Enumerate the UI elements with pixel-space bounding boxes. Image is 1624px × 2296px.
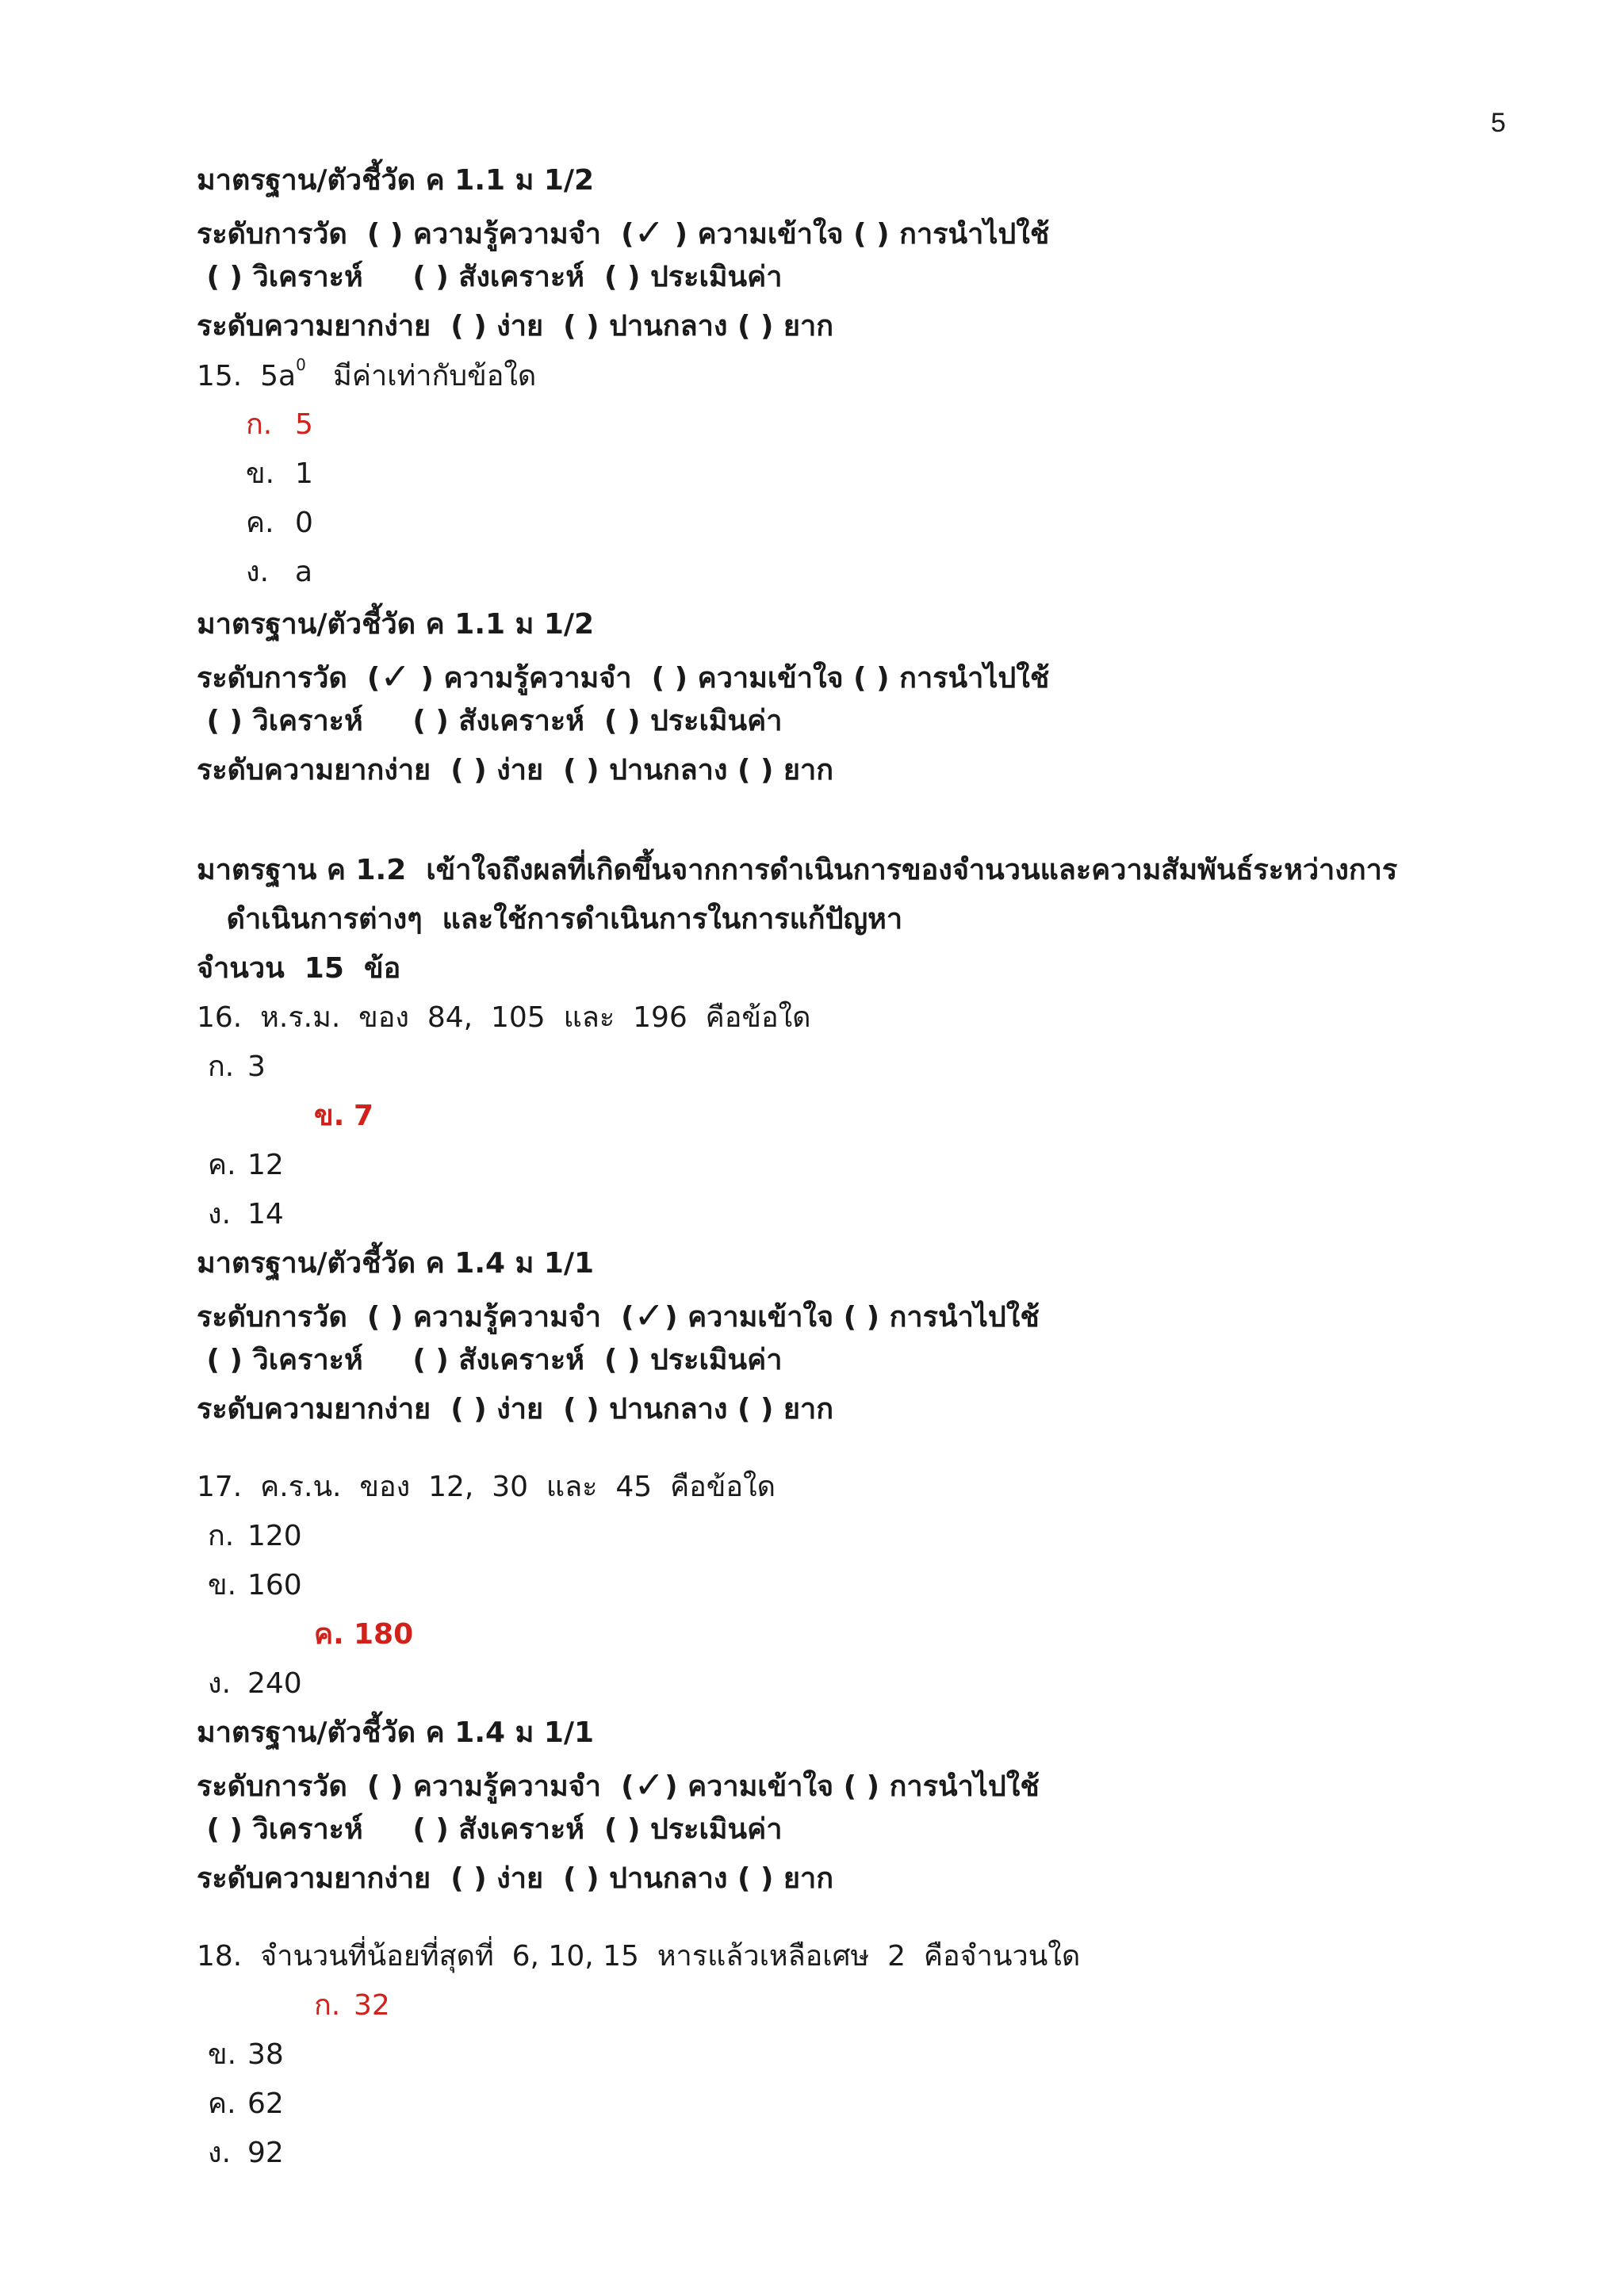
section-standard: มาตรฐาน ค 1.2 เข้าใจถึงผลที่เกิดขึ้นจากการดำเนินการของจำนวนและความสัมพันธ์ระหว่างการ — [197, 854, 1398, 886]
check-mark-icon: ✓ — [380, 655, 411, 698]
option-label: ง. — [246, 556, 270, 588]
answer-option — [208, 1050, 266, 1083]
answer-option — [208, 2139, 284, 2168]
option-label: ก. — [208, 1520, 235, 1552]
exponent: 0 — [296, 355, 306, 374]
question-18: 18. จำนวนที่น้อยที่สุดที่ 6, 10, 15 หารแล้วเหลือเศษ 2 คือจำนวนใด — [197, 1940, 1081, 1973]
option-value: 38 — [247, 2038, 284, 2071]
option-label: ข. — [246, 457, 275, 490]
measure-level-text: ระดับการวัด ( ) ความรู้ความจำ ( — [197, 1301, 634, 1334]
question-count: จำนวน 15 ข้อ — [197, 952, 401, 985]
option-value: 0 — [295, 507, 313, 539]
check-mark-icon: ✓ — [634, 1294, 665, 1337]
answer-option — [246, 558, 312, 587]
option-label: ง. — [208, 1198, 232, 1230]
option-label: ก. — [246, 408, 273, 441]
page-number: 5 — [1491, 108, 1506, 138]
option-label: ข. — [208, 2038, 237, 2071]
question-number: 15. 5a — [197, 360, 297, 392]
measure-level — [197, 211, 1050, 254]
question-17: 17. ค.ร.น. ของ 12, 30 และ 45 คือข้อใด — [197, 1471, 776, 1503]
check-mark-icon: ✓ — [634, 1763, 665, 1806]
option-value: 5 — [295, 408, 313, 441]
question-16: 16. ห.ร.ม. ของ 84, 105 และ 196 คือข้อใด — [197, 1001, 811, 1034]
answer-option-correct — [314, 1618, 414, 1651]
check-mark-icon: ✓ — [634, 211, 665, 254]
analysis-levels: ( ) วิเคราะห์ ( ) สังเคราะห์ ( ) ประเมินค่า — [197, 1344, 783, 1376]
difficulty-level: ระดับความยากง่าย ( ) ง่าย ( ) ปานกลาง ( ) ยาก — [197, 1393, 834, 1425]
measure-level — [197, 1763, 1040, 1806]
standard-indicator: มาตรฐาน/ตัวชี้วัด ค 1.1 ม 1/2 — [197, 608, 595, 641]
measure-level — [197, 655, 1050, 698]
option-value: a — [295, 556, 313, 588]
option-value: 14 — [247, 1198, 284, 1230]
question-text: มีค่าเท่ากับข้อใด — [305, 360, 537, 392]
option-value: 7 — [354, 1100, 374, 1132]
option-label: ง. — [208, 2137, 232, 2169]
difficulty-level: ระดับความยากง่าย ( ) ง่าย ( ) ปานกลาง ( ) ยาก — [197, 1862, 834, 1895]
option-label: ก. — [314, 1989, 341, 2022]
difficulty-level: ระดับความยากง่าย ( ) ง่าย ( ) ปานกลาง ( ) ยาก — [197, 310, 834, 342]
option-value: 92 — [247, 2137, 284, 2169]
measure-level-text: ระดับการวัด ( ) ความรู้ความจำ ( — [197, 218, 634, 251]
standard-indicator: มาตรฐาน/ตัวชี้วัด ค 1.4 ม 1/1 — [197, 1247, 595, 1280]
answer-option — [246, 509, 313, 538]
analysis-levels: ( ) วิเคราะห์ ( ) สังเคราะห์ ( ) ประเมินค่า — [197, 705, 783, 737]
measure-level — [197, 1294, 1040, 1337]
option-value: 62 — [247, 2087, 284, 2120]
standard-indicator: มาตรฐาน/ตัวชี้วัด ค 1.4 ม 1/1 — [197, 1716, 595, 1749]
analysis-levels: ( ) วิเคราะห์ ( ) สังเคราะห์ ( ) ประเมินค่า — [197, 1813, 783, 1846]
answer-option — [208, 1200, 284, 1229]
option-label: ง. — [208, 1667, 232, 1700]
option-value: 12 — [247, 1149, 284, 1181]
option-value: 120 — [247, 1520, 302, 1552]
option-label: ค. — [208, 1149, 236, 1181]
option-label: ข. — [314, 1100, 345, 1132]
answer-option — [208, 1667, 302, 1700]
difficulty-level: ระดับความยากง่าย ( ) ง่าย ( ) ปานกลาง ( ) ยาก — [197, 754, 834, 786]
answer-option — [246, 457, 313, 490]
option-value: 240 — [247, 1667, 302, 1700]
measure-level-text: ) ความเข้าใจ ( ) การนำไปใช้ — [665, 1301, 1040, 1334]
answer-option — [208, 1571, 302, 1600]
analysis-levels: ( ) วิเคราะห์ ( ) สังเคราะห์ ( ) ประเมินค่า — [197, 261, 783, 293]
measure-level-text: ระดับการวัด ( ) ความรู้ความจำ ( — [197, 1770, 634, 1803]
option-value: 32 — [354, 1989, 390, 2022]
measure-level-text: ) ความเข้าใจ ( ) การนำไปใช้ — [665, 1770, 1040, 1803]
option-label: ค. — [208, 2087, 236, 2120]
section-standard-cont: ดำเนินการต่างๆ และใช้การดำเนินการในการแก้ปัญหา — [197, 903, 903, 936]
answer-option-correct — [314, 1102, 373, 1131]
measure-level-text: ระดับการวัด ( — [197, 662, 381, 695]
option-label: ค. — [314, 1618, 344, 1651]
option-value: 180 — [354, 1618, 414, 1651]
option-value: 1 — [295, 457, 313, 490]
measure-level-text: ) ความเข้าใจ ( ) การนำไปใช้ — [665, 218, 1050, 251]
question-15 — [197, 355, 537, 392]
answer-option — [208, 1522, 302, 1551]
answer-option-correct — [246, 408, 313, 441]
answer-option — [208, 2087, 284, 2120]
answer-option — [208, 2038, 284, 2071]
answer-option — [208, 1151, 284, 1180]
standard-indicator: มาตรฐาน/ตัวชี้วัด ค 1.1 ม 1/2 — [197, 164, 595, 197]
option-value: 3 — [247, 1050, 266, 1083]
option-label: ค. — [246, 507, 274, 539]
option-value: 160 — [247, 1569, 302, 1601]
answer-option-correct — [314, 1989, 390, 2022]
option-label: ก. — [208, 1050, 235, 1083]
measure-level-text: ) ความรู้ความจำ ( ) ความเข้าใจ ( ) การนำไปใช้ — [410, 662, 1050, 695]
option-label: ข. — [208, 1569, 237, 1601]
